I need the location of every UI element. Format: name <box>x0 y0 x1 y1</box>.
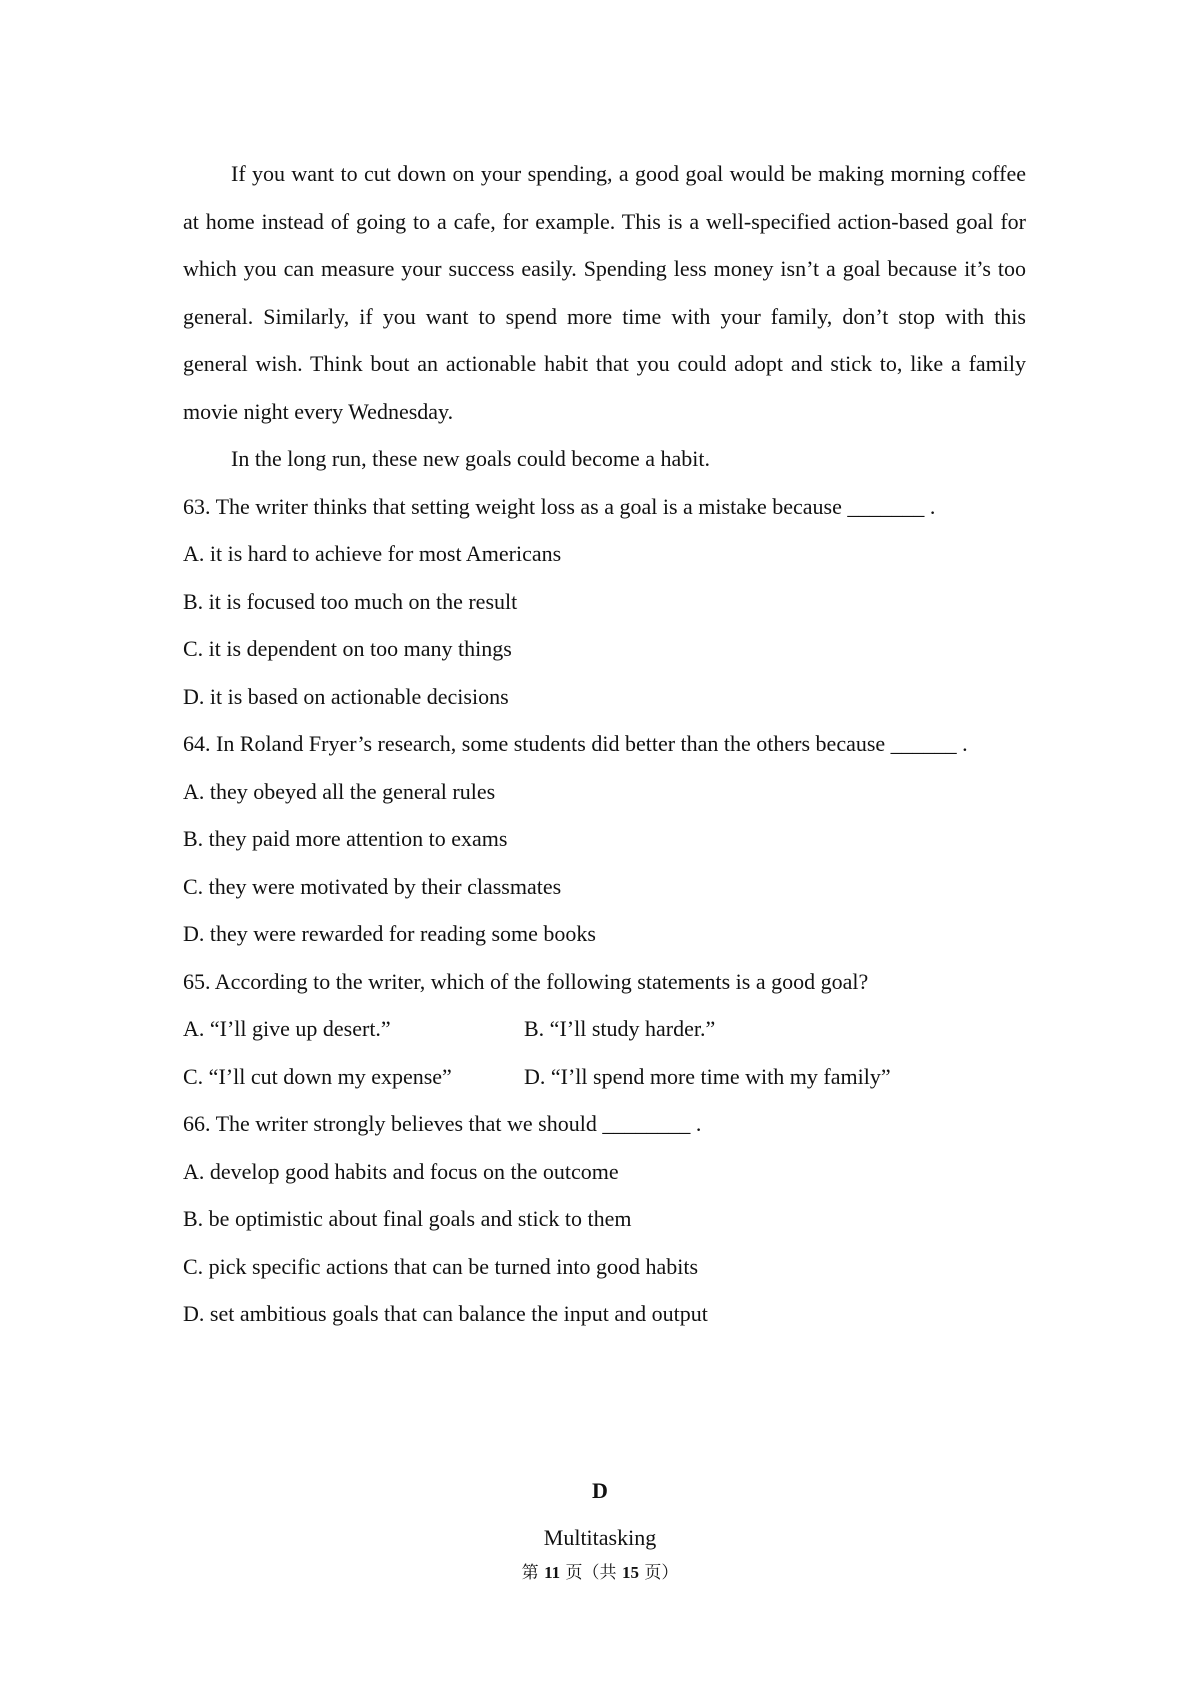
option-c: C. “I’ll cut down my expense” <box>183 1063 452 1089</box>
question-stem: 65. According to the writer, which of the following statements is a good goal? <box>183 968 869 994</box>
footer-suffix: 页） <box>644 1563 679 1583</box>
option-c: C. they were motivated by their classmates <box>183 873 562 899</box>
question-64 <box>183 720 1026 958</box>
option-d: D. set ambitious goals that can balance the input and output <box>183 1301 708 1326</box>
footer-page-number: 11 <box>544 1563 561 1582</box>
section-title: Multitasking <box>543 1525 657 1550</box>
question-66 <box>183 1100 1026 1338</box>
footer-middle: 页（共 <box>565 1563 617 1583</box>
option-b: B. they paid more attention to exams <box>183 826 508 851</box>
option-a: A. develop good habits and focus on the outcome <box>183 1158 619 1184</box>
option-b: B. it is focused too much on the result <box>183 588 518 614</box>
question-stem: 66. The writer strongly believes that we should ________ . <box>183 1111 702 1136</box>
footer-total-pages: 15 <box>621 1563 639 1582</box>
document-page <box>183 150 1026 1338</box>
option-c: C. pick specific actions that can be turned into good habits <box>183 1253 699 1279</box>
option-b: B. be optimistic about final goals and stick to them <box>183 1206 632 1231</box>
option-a: A. it is hard to achieve for most Americans <box>183 541 562 566</box>
footer-prefix: 第 <box>521 1563 539 1583</box>
passage-paragraph: In the long run, these new goals could become a habit. <box>231 446 710 471</box>
section-letter: D <box>592 1478 608 1503</box>
question-stem: 64. In Roland Fryer’s research, some students did better than the others because ______ . <box>183 731 968 756</box>
question-65 <box>183 958 1026 1101</box>
page-footer <box>0 1558 1200 1583</box>
option-c: C. it is dependent on too many things <box>183 636 512 661</box>
option-d: D. they were rewarded for reading some books <box>183 921 596 946</box>
option-a: A. they obeyed all the general rules <box>183 778 496 804</box>
question-63 <box>183 483 1026 721</box>
options-row <box>183 1005 1026 1053</box>
option-a: A. “I’ll give up desert.” <box>183 1016 391 1041</box>
passage-paragraph: If you want to cut down on your spending, a good goal would be making morning coffee at home instead of going to a cafe, for example. This is a well-specified action-based goal for which you can measure your success easily. Spending less money isn’t a goal because it’s too general. Similarly, if you want to spend more time with your family, don’t stop with this general wish. Think bout an actionable habit that you could adopt and stick to, like a family movie night every Wednesday. <box>183 161 1026 424</box>
question-stem: 63. The writer thinks that setting weight loss as a goal is a mistake because _______ . <box>183 493 936 519</box>
options-row <box>183 1053 1026 1101</box>
option-d: D. it is based on actionable decisions <box>183 683 509 709</box>
option-d: D. “I’ll spend more time with my family” <box>524 1063 891 1089</box>
option-b: B. “I’ll study harder.” <box>524 1016 716 1041</box>
